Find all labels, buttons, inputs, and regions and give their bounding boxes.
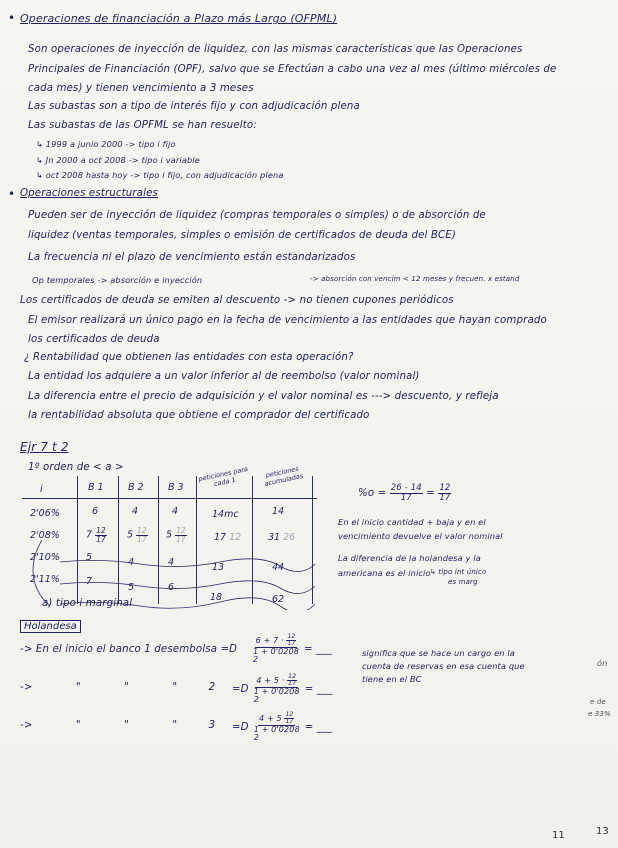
section-title: Operaciones de financiación a Plazo más Largo (OFPML) bbox=[20, 12, 338, 25]
margin-text: e de bbox=[590, 698, 606, 706]
ratio-prefix: %o = bbox=[358, 488, 387, 499]
text-line: Los certificados de deuda se emiten al descuento -> no tienen cupones periódicos bbox=[20, 295, 454, 306]
note-line: La diferencia de la holandesa y la bbox=[338, 553, 481, 563]
frac-den: 17 bbox=[287, 640, 296, 647]
holandesa-formula bbox=[232, 712, 333, 742]
table-cell: 18 bbox=[210, 592, 223, 603]
bullet-icon: • bbox=[8, 11, 16, 25]
ratio-formula bbox=[358, 484, 451, 502]
fraction bbox=[287, 674, 297, 687]
text-line: Principales de Financiación (OPF), salvo que se Efectúan a cabo una vez al mes (último miércoles de bbox=[28, 64, 557, 75]
frac-num bbox=[255, 674, 298, 688]
margin-text: ón bbox=[597, 658, 608, 668]
note-line: vencimiento devuelve el valor nominal bbox=[338, 531, 503, 541]
den-text: 1 + 0'0208 bbox=[253, 687, 300, 696]
cell-value: 7 bbox=[86, 529, 93, 541]
table-cell: 2'08% bbox=[30, 530, 60, 541]
fraction bbox=[252, 634, 300, 664]
den-text: 1 + 0'0208 bbox=[253, 725, 300, 734]
table-line bbox=[22, 498, 317, 499]
arrow: =D bbox=[232, 683, 249, 695]
section-title: Operaciones estructurales bbox=[20, 188, 158, 199]
table-cell: 5 bbox=[86, 552, 93, 563]
ditto: " bbox=[172, 682, 178, 693]
table-cell: 13 bbox=[212, 562, 225, 573]
holandesa-row bbox=[20, 682, 215, 693]
row-arrow: -> bbox=[20, 682, 33, 693]
table-cell: 44 bbox=[272, 562, 285, 573]
frac-den bbox=[252, 648, 300, 664]
cell-value: 5 bbox=[127, 529, 134, 541]
page-number: 13 bbox=[596, 826, 609, 837]
table-cell: 4 bbox=[128, 557, 135, 568]
num-text: 4 + 5 · bbox=[256, 676, 285, 685]
table-header: peticiones para cada 1 bbox=[197, 464, 249, 489]
table-cell: 2'11% bbox=[30, 574, 60, 585]
text-line: Son operaciones de inyección de liquidez, con las mismas características que las Operaciones bbox=[28, 44, 523, 55]
frac-den: 17 bbox=[96, 534, 106, 544]
num-text: 6 + 7 · bbox=[255, 636, 284, 645]
text-line: liquidez (ventas temporales, simples o emisión de certificados de deuda del BCE) bbox=[28, 230, 456, 241]
ditto: " bbox=[75, 682, 81, 693]
cell-value: 5 bbox=[166, 529, 173, 541]
cell-value: 31 bbox=[268, 532, 281, 543]
frac-num: 12 bbox=[288, 673, 297, 680]
table-cell: 4 bbox=[132, 506, 139, 517]
tipo-marginal: a) tipo i marginal bbox=[42, 598, 133, 609]
eq: = ___ bbox=[304, 643, 332, 655]
text-line: La frecuencia ni el plazo de vencimiento están estandarizados bbox=[28, 252, 356, 263]
ditto: " bbox=[124, 720, 129, 731]
frac-den: 17 bbox=[137, 534, 147, 544]
frac-den bbox=[253, 688, 301, 704]
text-line: cada mes) y tienen vencimiento a 3 meses bbox=[28, 83, 254, 94]
table-header: i bbox=[40, 484, 43, 495]
fraction bbox=[390, 484, 423, 502]
ditto: " bbox=[124, 682, 129, 693]
text-line: Pueden ser de inyección de liquidez (compras temporales o simples) o de absorción de bbox=[28, 210, 486, 221]
bank-number: 3 bbox=[208, 720, 216, 731]
holandesa-formula bbox=[232, 674, 333, 704]
row-text: -> En el inicio el banco 1 desembolsa =D bbox=[20, 644, 238, 655]
text-line: ↳ oct 2008 hasta hoy -> tipo i fijo, con adjudicación plena bbox=[36, 170, 284, 180]
fraction bbox=[284, 712, 294, 725]
frac-den: 17 bbox=[176, 534, 186, 544]
table-cell: 7 bbox=[86, 576, 93, 587]
frac-den: 17 bbox=[439, 492, 451, 503]
table-cell: 14mc bbox=[212, 509, 239, 520]
ditto: " bbox=[172, 720, 178, 731]
text-line: Las subastas son a tipo de interés fijo y con adjudicación plena bbox=[28, 101, 360, 112]
fraction bbox=[253, 712, 301, 742]
text-line: ↳ 1999 a junio 2000 -> tipo i fijo bbox=[36, 139, 176, 149]
table-cell: 6 bbox=[92, 506, 99, 517]
note-line: ↳ tipo int único bbox=[430, 568, 487, 576]
holandesa-formula bbox=[252, 634, 332, 664]
holandesa-note: tiene en el BC bbox=[362, 674, 422, 684]
table-cell: 62 bbox=[272, 594, 285, 605]
frac-num: 12 bbox=[287, 633, 296, 640]
text-line: Op temporales -> absorción e inyección bbox=[32, 275, 203, 285]
note-line: En el inicio cantidad + baja y en el bbox=[338, 517, 486, 527]
holandesa-title: Holandesa bbox=[20, 620, 81, 633]
ratio-eq: = bbox=[426, 488, 435, 499]
frac-num: 12 bbox=[137, 526, 147, 535]
frac-num bbox=[258, 712, 295, 726]
den-text: 1 + 0'0208 bbox=[253, 647, 300, 656]
text-line: El emisor realizará un único pago en la fecha de vencimiento a las entidades que hayan comprado bbox=[28, 315, 547, 326]
num-text: 4 + 5 bbox=[259, 714, 282, 723]
arrow: =D bbox=[232, 721, 249, 733]
exercise-title: Ejr 7 t 2 bbox=[20, 440, 69, 454]
frac-num bbox=[255, 634, 298, 648]
text-line: ↳ Jn 2000 a oct 2008 -> tipo i variable bbox=[36, 155, 200, 165]
table-cell: 4 bbox=[168, 557, 175, 568]
frac-num: 12 bbox=[285, 711, 294, 718]
table-cell: 5 bbox=[128, 582, 135, 593]
margin-text: e 33% bbox=[588, 710, 611, 718]
table-cell: 6 bbox=[168, 582, 175, 593]
fraction bbox=[253, 674, 301, 704]
den-text: 2 bbox=[253, 695, 259, 704]
frac-den: 17 bbox=[288, 680, 297, 687]
faded-value: 26 bbox=[283, 532, 296, 543]
table-cell: 14 bbox=[272, 506, 285, 517]
text-line: la rentabilidad absoluta que obtiene el comprador del certificado bbox=[28, 410, 370, 421]
table-cell: 4 bbox=[172, 506, 179, 517]
table-cell: 2'10% bbox=[30, 552, 60, 563]
ditto: " bbox=[75, 720, 81, 731]
row-arrow: -> bbox=[20, 720, 33, 731]
frac-den bbox=[253, 726, 301, 742]
text-line: los certificados de deuda bbox=[28, 334, 160, 345]
fraction bbox=[438, 484, 451, 502]
frac-num: 26 - 14 bbox=[390, 483, 422, 493]
table-header: peticiones acumuladas bbox=[263, 464, 304, 488]
text-line: ¿ Rentabilidad que obtienen las entidades con esta operación? bbox=[24, 352, 354, 363]
bullet-icon: • bbox=[8, 187, 16, 201]
holandesa-note: cuenta de reservas en esa cuenta que bbox=[362, 661, 525, 671]
note-line: americana es el inicio bbox=[338, 568, 431, 578]
text-line: La entidad los adquiere a un valor inferior al de reembolso (valor nominal) bbox=[28, 371, 420, 382]
faded-value: 12 bbox=[229, 532, 242, 543]
text-line: -> absorción con vencim < 12 meses y frecuen. x estand bbox=[310, 275, 520, 283]
cell-value: 17 bbox=[214, 532, 227, 543]
note-line: es marg bbox=[448, 578, 478, 586]
den-text: 2 bbox=[253, 655, 259, 664]
eq: = ___ bbox=[304, 683, 333, 695]
frac-den: 17 bbox=[285, 718, 294, 725]
holandesa-note: significa que se hace un cargo en la bbox=[362, 648, 515, 658]
table-header: B 2 bbox=[128, 482, 144, 493]
page-number: 11 bbox=[552, 830, 565, 841]
eq: = ___ bbox=[304, 721, 333, 733]
table-cell: 2'06% bbox=[30, 508, 60, 519]
frac-num: 12 bbox=[96, 526, 106, 535]
table-header: B 1 bbox=[88, 482, 104, 493]
fraction bbox=[286, 634, 296, 647]
exercise-subtitle: 1º orden de < a > bbox=[28, 462, 124, 473]
frac-num: 12 bbox=[439, 483, 451, 493]
frac-den: 17 bbox=[400, 492, 412, 503]
bank-number: 2 bbox=[208, 682, 216, 693]
den-text: 2 bbox=[253, 733, 259, 742]
holandesa-row bbox=[20, 720, 215, 731]
text-line: Las subastas de las OPFML se han resuelto: bbox=[28, 120, 257, 131]
holandesa-row bbox=[20, 644, 237, 655]
text-line: La diferencia entre el precio de adquisición y el valor nominal es ---> descuento, y refleja bbox=[28, 391, 499, 402]
table-header: B 3 bbox=[168, 482, 184, 493]
frac-num: 12 bbox=[176, 526, 186, 535]
